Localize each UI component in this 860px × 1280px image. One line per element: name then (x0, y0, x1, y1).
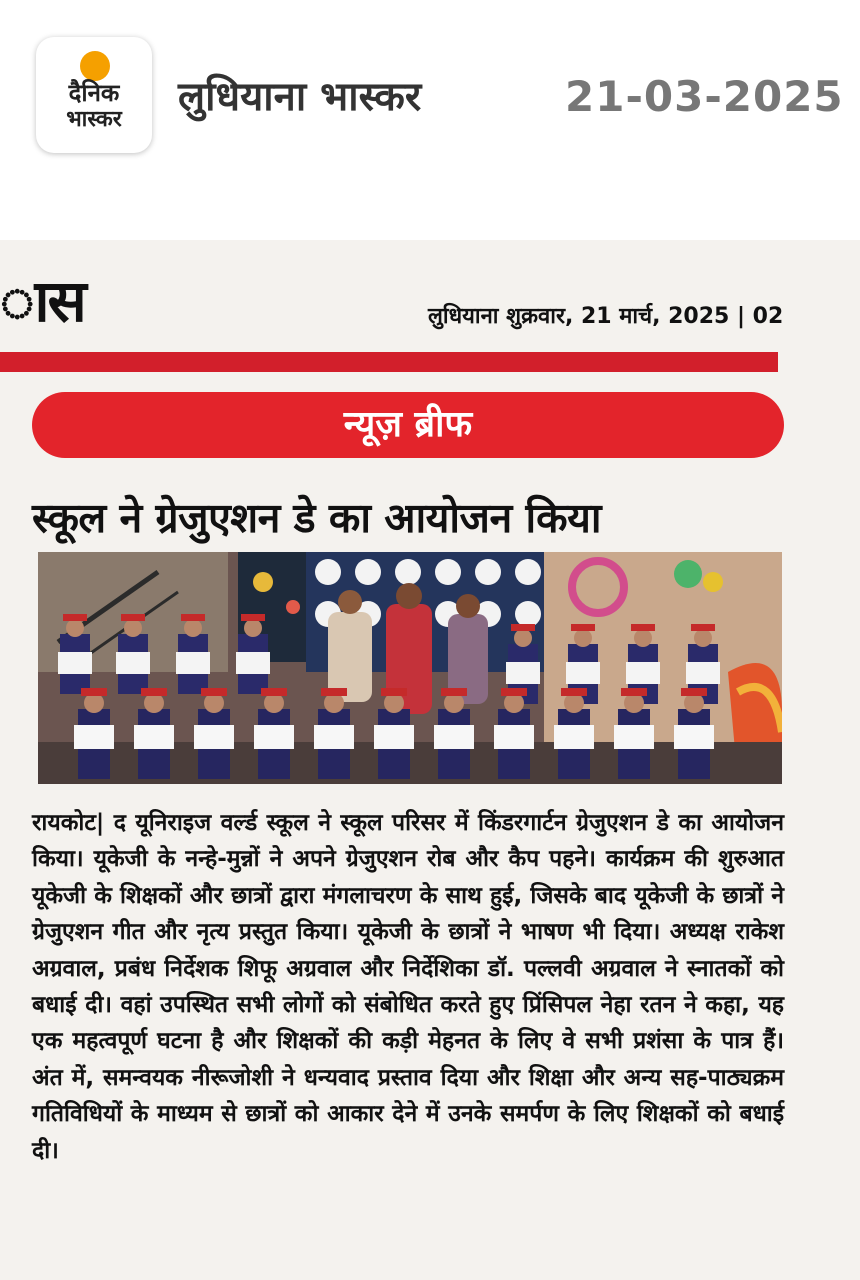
logo-text-line2: भास्कर (66, 107, 122, 132)
sun-icon (80, 51, 110, 81)
edition-date: 21-03-2025 (565, 72, 844, 121)
page-dateline: लुधियाना शुक्रवार, 21 मार्च, 2025 | 02 (428, 304, 784, 329)
masthead-fragment: ास (0, 267, 85, 335)
group-photo-illustration (38, 552, 782, 784)
event-photo[interactable] (38, 552, 782, 784)
red-divider (0, 352, 778, 372)
logo-text-line1: दैनिक (68, 79, 120, 107)
edition-title: लुधियाना भास्कर (178, 74, 422, 120)
section-banner: न्यूज़ ब्रीफ (32, 392, 784, 458)
newspaper-clipping (0, 240, 860, 1280)
article-headline: स्कूल ने ग्रेजुएशन डे का आयोजन किया (32, 494, 602, 542)
article-body: रायकोट| द यूनिराइज वर्ल्ड स्कूल ने स्कूल परिसर में किंडरगार्टन ग्रेजुएशन डे का आयोजन किया। यूकेजी के नन्हे-मुन्नों ने अपने ग्रेजुएशन रोब और कैप पहने। कार्यक्रम की शुरुआत यूकेजी के शिक्षकों और छात्रों द्वारा मंगलाचरण के साथ हुई, जिसके बाद यूकेजी के छात्रों ने ग्रेजुएशन गीत और नृत्य प्रस्तुत किया। यूकेजी के छात्रों ने भाषण भी दिया। अध्यक्ष राकेश अग्रवाल, प्रबंध निर्देशक शिफू अग्रवाल और निर्देशिका डॉ. पल्लवी अग्रवाल ने स्नातकों को बधाई दी। वहां उपस्थित सभी लोगों को संबोधित करते हुए प्रिंसिपल नेहा रतन ने कहा, यह एक महत्वपूर्ण घटना है और शिक्षकों की कड़ी मेहनत के लिए वे सभी प्रशंसा के पात्र हैं। अंत में, समन्वयक नीरूजोशी ने धन्यवाद प्रस्ताव दिया और शिक्षा और अन्य सह-पाठ्यक्रम गतिविधियों के माध्यम से छात्रों को आकार देने में उनके समर्पण के लिए शिक्षकों को बधाई दी। (32, 810, 784, 1164)
app-logo[interactable] (36, 37, 152, 153)
